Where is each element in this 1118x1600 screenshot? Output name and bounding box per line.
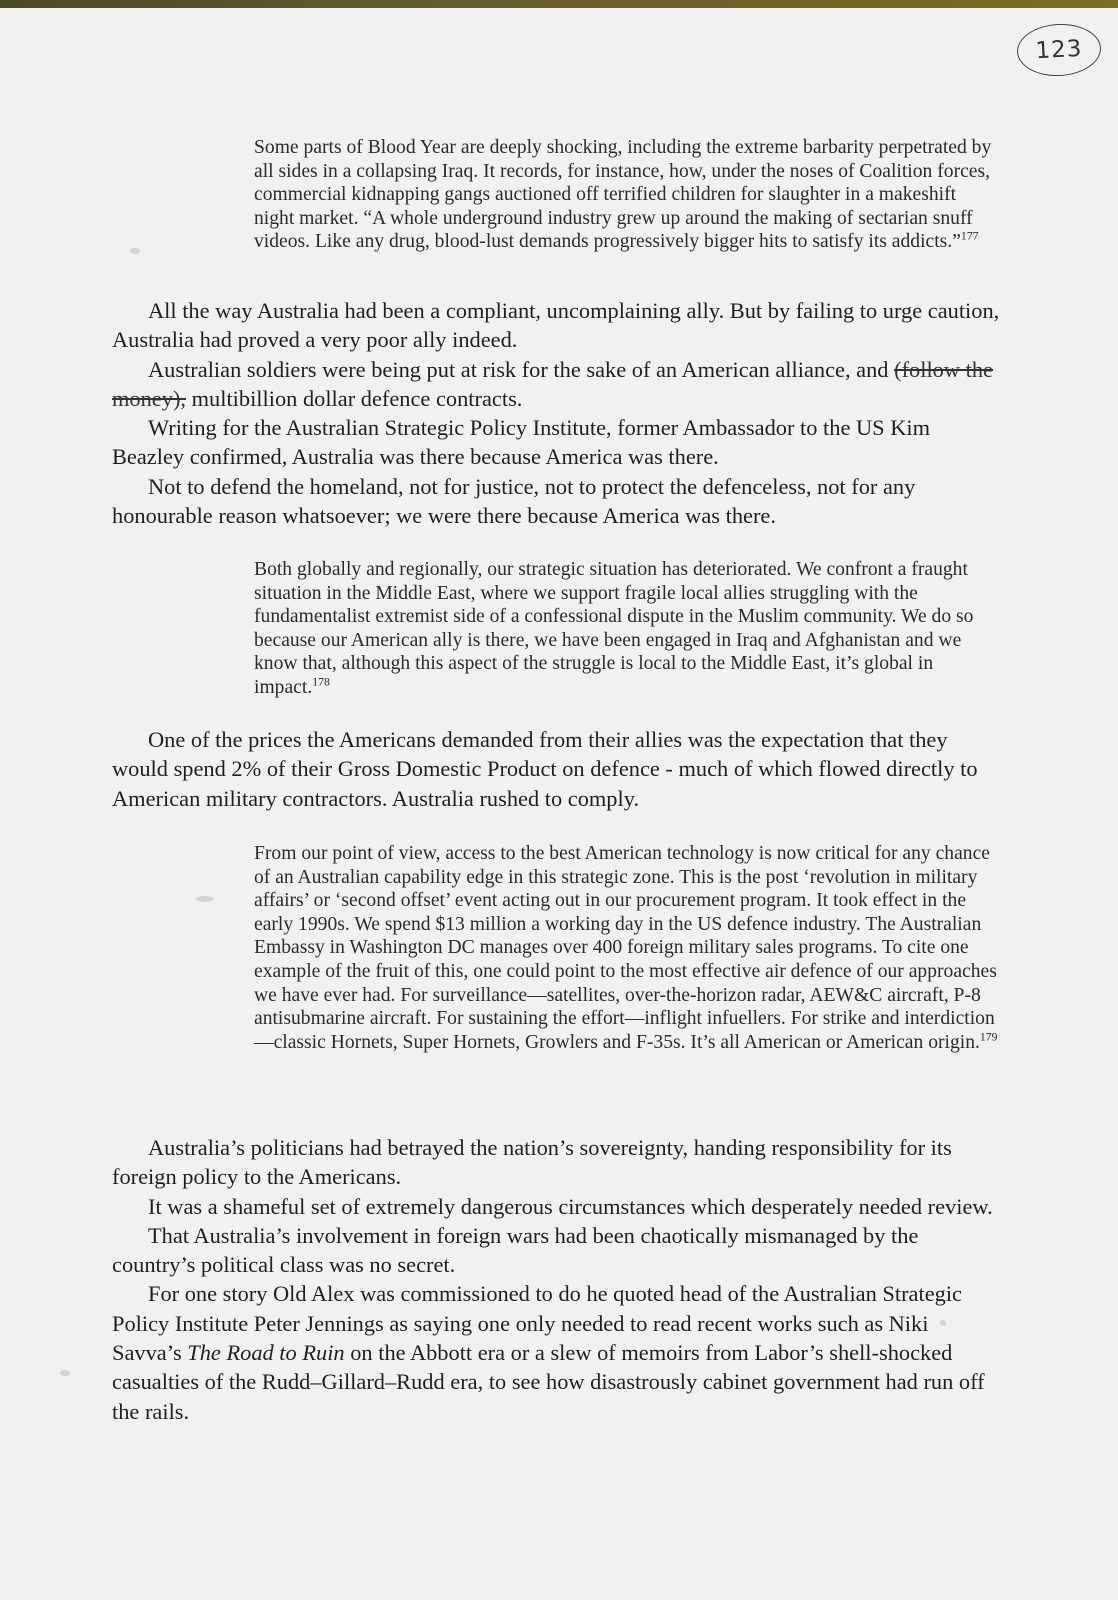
quote-1-text: Some parts of Blood Year are deeply shocking, including the extreme barbarity perpetrated by all sides in a collapsing Iraq. It records, for instance, how, under the noses of Coalition forces, commercial kidnapping gangs auctioned off terrified children for slaughter in a makeshift night market. “A whole underground industry grew up around the making of sectarian snuff videos. Like any drug, blood-lust demands progressively bigger hits to satisfy its addicts.” <box>254 137 992 253</box>
struck-text: (follow the money), <box>112 356 993 411</box>
paragraph-with-book-title <box>112 1279 1002 1425</box>
scan-speck <box>196 896 214 902</box>
scan-top-edge <box>0 0 1118 8</box>
block-quote-1 <box>254 136 999 254</box>
block-quote-3 <box>254 842 999 1054</box>
body-section-1 <box>112 296 1002 530</box>
paragraph-text: on the Abbott era or a slew of memoirs from Labor’s shell-shocked casualties of the Rudd–Gillard–Rudd era, to see how disastrously cabinet government had run off the rails. <box>112 1340 985 1424</box>
scan-speck <box>60 1370 70 1376</box>
paragraph-with-strikethrough <box>112 355 1002 414</box>
block-quote-2 <box>254 558 999 700</box>
page-number: 123 <box>1034 35 1084 65</box>
handwritten-page-number <box>1016 22 1103 78</box>
paragraph: Writing for the Australian Strategic Policy Institute, former Ambassador to the US Kim Beazley confirmed, Australia was there because America was there. <box>112 415 931 470</box>
paragraph: Not to defend the homeland, not for justice, not to protect the defenceless, not for any honourable reason whatsoever; we were there because America was there. <box>112 473 916 529</box>
scan-speck <box>940 1320 946 1326</box>
scan-speck <box>130 248 140 254</box>
footnote-177: 177 <box>960 229 979 243</box>
paragraph: It was a shameful set of extremely dangerous circumstances which desperately needed review. <box>148 1193 993 1219</box>
body-section-3 <box>112 1133 1002 1426</box>
quote-3-text: From our point of view, access to the best American technology is now critical for any chance of an Australian capability edge in this strategic zone. This is the post ‘revolution in military affairs’ or ‘second offset’ event acting out in our procurement program. It took effect in the early 1990s. We spend $13 million a working day in the US defence industry. The Australian Embassy in Washington DC manages over 400 foreign military sales programs. To cite one example of the fruit of this, one could point to the most effective air defence of our approaches we have ever had. For surveillance—satellites, over-the-horizon radar, AEW&C aircraft, P-8 antisubmarine aircraft. For sustaining the effort—inflight infuellers. For strike and interdiction—classic Hornets, Super Hornets, Growlers and F-35s. It’s all American or American origin. <box>254 843 997 1053</box>
footnote-178: 178 <box>312 675 330 689</box>
paragraph-text: For one story Old Alex was commissioned to do he quoted head of the Australian Strategic Policy Institute Peter Jennings as saying one only needed to read recent works such as Niki Savva’s <box>112 1281 962 1366</box>
footnote-179: 179 <box>979 1030 998 1044</box>
paragraph-text: multibillion dollar defence contracts. <box>191 385 523 411</box>
quote-2-text: Both globally and regionally, our strategic situation has deteriorated. We confront a fraught situation in the Middle East, where we support fragile local allies struggling with the fundamentalist extremist side of a confessional dispute in the Muslim community. We do so because our American ally is there, we have been engaged in Iraq and Afghanistan and we know that, although this aspect of the struggle is local to the Middle East, it’s global in impact. <box>254 559 974 698</box>
paragraph: All the way Australia had been a compliant, uncomplaining ally. But by failing to urge caution, Australia had proved a very poor ally indeed. <box>112 298 1000 353</box>
paragraph: One of the prices the Americans demanded from their allies was the expectation that they would spend 2% of their Gross Domestic Product on defence - much of which flowed directly to American military contractors. Australia rushed to comply. <box>112 727 978 811</box>
paragraph: Australia’s politicians had betrayed the nation’s sovereignty, handing responsibility for its foreign policy to the Americans. <box>112 1135 952 1190</box>
paragraph-text: Australian soldiers were being put at risk for the sake of an American alliance, and <box>148 356 889 382</box>
book-title: The Road to Ruin <box>187 1340 345 1366</box>
paragraph: That Australia’s involvement in foreign wars had been chaotically mismanaged by the country’s political class was no secret. <box>112 1222 919 1278</box>
body-section-2 <box>112 725 1002 813</box>
